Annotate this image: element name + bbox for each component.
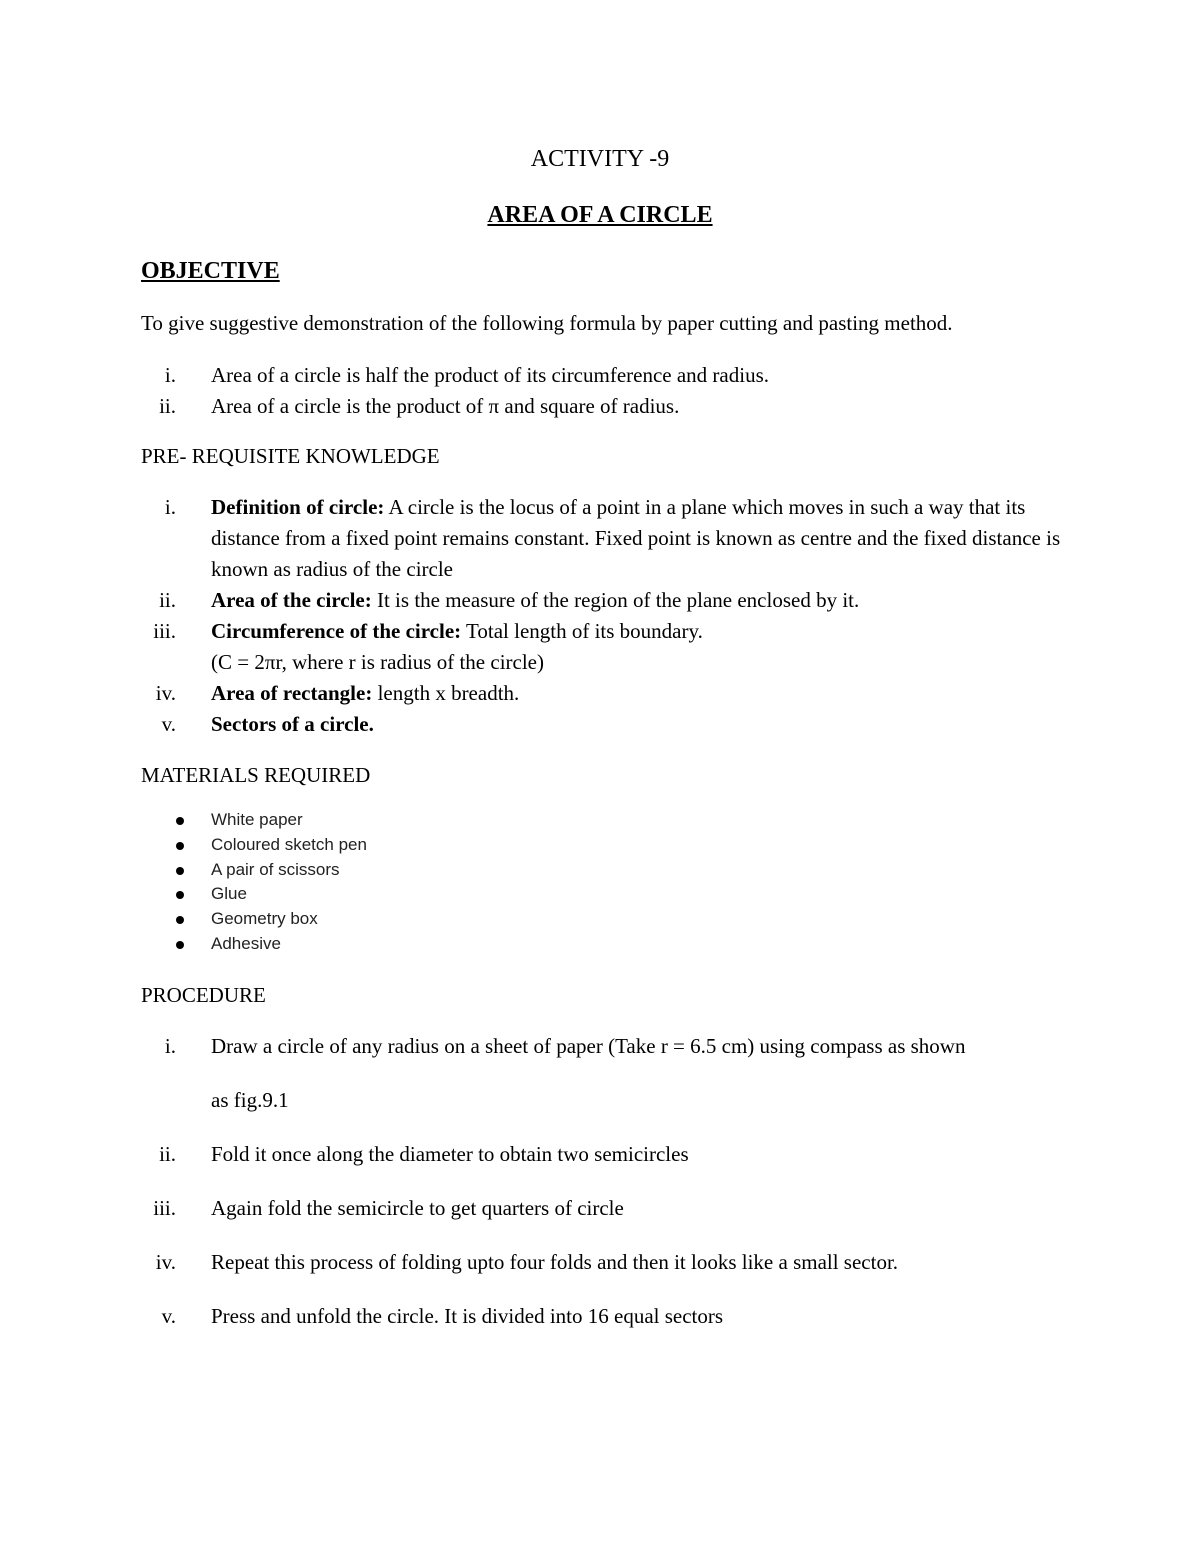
item-text: length x breadth. xyxy=(372,681,520,705)
list-item xyxy=(0,585,1200,616)
item-number: i. xyxy=(164,363,176,387)
list-item xyxy=(0,391,1200,422)
list-item xyxy=(0,808,1200,833)
list-item xyxy=(0,882,1200,907)
item-text: Adhesive xyxy=(211,933,281,953)
item-text: as fig.9.1 xyxy=(211,1088,289,1112)
list-item xyxy=(0,1247,1200,1301)
list-item xyxy=(0,1301,1200,1355)
item-number: iii. xyxy=(153,1196,176,1220)
item-number: iv. xyxy=(155,681,176,705)
item-text: A pair of scissors xyxy=(211,859,340,879)
item-text: Area of a circle is the product of π and square of radius. xyxy=(211,394,680,418)
list-item xyxy=(0,360,1200,391)
item-number: v. xyxy=(161,1304,176,1328)
item-text: Press and unfold the circle. It is divided into 16 equal sectors xyxy=(211,1304,724,1328)
list-item xyxy=(0,709,1200,740)
prerequisite-list xyxy=(0,492,1200,740)
list-item xyxy=(0,1193,1200,1247)
list-item xyxy=(0,678,1200,709)
list-item xyxy=(0,492,1200,585)
item-term: Sectors of a circle. xyxy=(211,712,374,736)
bullet-icon xyxy=(176,891,184,899)
bullet-icon xyxy=(176,941,184,949)
item-text: Total length of its boundary. xyxy=(461,619,703,643)
item-term: Circumference of the circle: xyxy=(211,619,462,643)
list-item xyxy=(0,616,1200,678)
list-item xyxy=(0,1031,1200,1085)
item-text: Area of a circle is half the product of its circumference and radius. xyxy=(211,363,769,387)
bullet-icon xyxy=(176,842,184,850)
item-text: Geometry box xyxy=(211,909,318,929)
list-item xyxy=(0,833,1200,858)
item-number: ii. xyxy=(159,1142,176,1166)
item-formula: (C = 2πr, where r is radius of the circle) xyxy=(211,650,544,674)
item-number: iv. xyxy=(155,1250,176,1274)
item-text: Draw a circle of any radius on a sheet of paper (Take r = 6.5 cm) using compass as shown xyxy=(211,1034,966,1058)
item-text: Coloured sketch pen xyxy=(211,834,367,854)
bullet-icon xyxy=(176,916,184,924)
procedure-heading: PROCEDURE xyxy=(141,983,266,1007)
list-item xyxy=(0,907,1200,932)
item-text: Glue xyxy=(211,884,247,904)
item-text: Again fold the semicircle to get quarters of circle xyxy=(211,1196,624,1220)
objective-text: To give suggestive demonstration of the following formula by paper cutting and pasting method. xyxy=(141,311,953,335)
item-number: v. xyxy=(161,712,176,736)
objective-heading: OBJECTIVE xyxy=(141,258,280,284)
list-item xyxy=(0,858,1200,883)
item-number: i. xyxy=(164,1034,176,1058)
item-text: White paper xyxy=(211,810,303,829)
procedure-list xyxy=(0,1031,1200,1355)
item-text: Fold it once along the diameter to obtain two semicircles xyxy=(211,1142,689,1166)
item-text: A circle is the locus of a point in a plane which moves in such a way that its distance from a fixed point remains constant. Fixed point is known as centre and the fixed distance is known as radius of the circle xyxy=(211,495,1061,581)
item-number: iii. xyxy=(153,619,176,643)
item-text: It is the measure of the region of the plane enclosed by it. xyxy=(371,588,860,612)
list-item-continuation xyxy=(0,1085,1200,1139)
materials-heading: MATERIALS REQUIRED xyxy=(141,763,371,787)
bullet-icon xyxy=(176,817,184,825)
item-number: ii. xyxy=(159,394,176,418)
objective-list xyxy=(0,360,1200,422)
bullet-icon xyxy=(176,867,184,875)
item-term: Definition of circle: xyxy=(211,495,385,519)
materials-list xyxy=(0,808,1200,957)
item-term: Area of rectangle: xyxy=(211,681,373,705)
item-term: Area of the circle: xyxy=(211,588,372,612)
prerequisite-heading: PRE- REQUISITE KNOWLEDGE xyxy=(141,444,440,468)
list-item xyxy=(0,932,1200,957)
item-number: i. xyxy=(164,495,176,519)
activity-subtitle: AREA OF A CIRCLE xyxy=(487,202,713,228)
item-number: ii. xyxy=(159,588,176,612)
list-item xyxy=(0,1139,1200,1193)
item-text: Repeat this process of folding upto four folds and then it looks like a small sector. xyxy=(211,1250,899,1274)
activity-title: ACTIVITY -9 xyxy=(530,146,670,172)
